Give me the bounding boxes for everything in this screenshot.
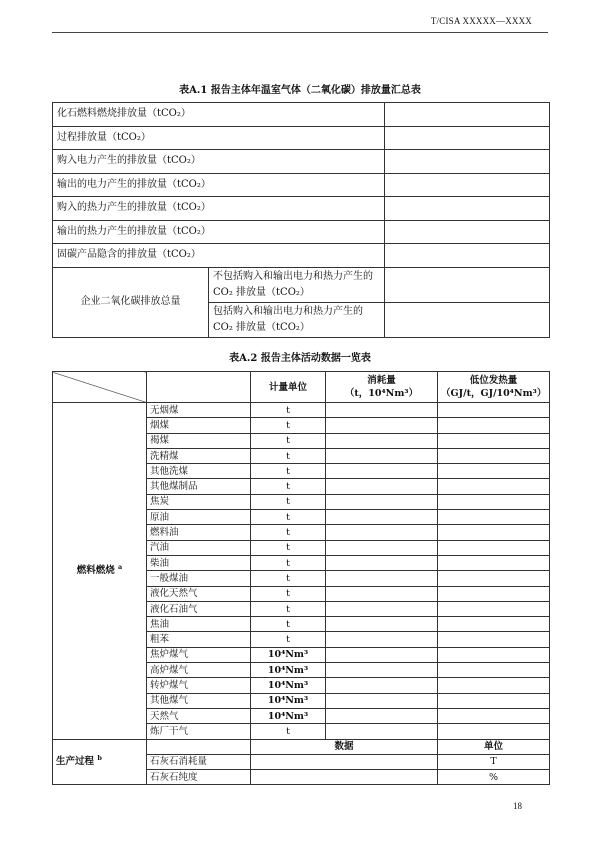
fuel-name: 焦炉煤气 — [147, 647, 251, 662]
process-unit-header: 单位 — [438, 739, 550, 754]
fuel-ncv-cell — [438, 617, 550, 632]
activity-data-table — [52, 371, 550, 785]
fuel-ncv-cell — [438, 586, 550, 601]
fuel-unit: 10⁴Nm³ — [251, 663, 326, 678]
fuel-consumption-cell — [326, 678, 438, 693]
summary-row-value — [385, 244, 550, 268]
emission-summary-table — [52, 102, 550, 338]
fuel-ncv-cell — [438, 464, 550, 479]
summary-row-value — [385, 126, 550, 150]
fuel-ncv-cell — [438, 525, 550, 540]
summary-row-value — [385, 103, 550, 127]
fuel-consumption-cell — [326, 555, 438, 570]
fuel-unit: t — [251, 403, 326, 418]
fuel-unit: t — [251, 525, 326, 540]
fuel-name: 其他煤气 — [147, 693, 251, 708]
unit-header: 计量单位 — [251, 372, 326, 403]
fuel-consumption-cell — [326, 448, 438, 463]
fuel-name: 燃料油 — [147, 525, 251, 540]
process-data-cell — [251, 754, 438, 769]
fuel-unit: t — [251, 724, 326, 739]
fuel-unit: t — [251, 433, 326, 448]
fuel-unit: 10⁴Nm³ — [251, 647, 326, 662]
summary-row — [53, 197, 550, 221]
consumption-header — [326, 372, 438, 403]
summary-row-label: 化石燃料燃烧排放量（tCO₂） — [53, 103, 385, 127]
fuel-consumption-cell — [326, 632, 438, 647]
process-name: 石灰石纯度 — [147, 770, 251, 785]
fuel-ncv-cell — [438, 708, 550, 723]
fuel-unit: t — [251, 555, 326, 570]
fuel-unit: t — [251, 510, 326, 525]
fuel-name: 粗苯 — [147, 632, 251, 647]
table1-caption: 表A.1 报告主体年温室气体（二氧化碳）排放量汇总表 — [179, 85, 421, 96]
table2-header-row — [53, 372, 550, 403]
fuel-name: 一般煤油 — [147, 571, 251, 586]
total-excl-value — [385, 267, 550, 302]
fuel-consumption-cell — [326, 464, 438, 479]
document-code: T/CISA XXXXX—XXXX — [430, 16, 532, 26]
consumption-header-unit: （t，10⁴Nm³） — [344, 388, 419, 399]
fuel-ncv-cell — [438, 724, 550, 739]
fuel-unit: t — [251, 494, 326, 509]
ncv-header — [438, 372, 550, 403]
summary-row-label: 购入电力产生的排放量（tCO₂） — [53, 150, 385, 174]
consumption-header-label: 消耗量 — [367, 375, 396, 386]
fuel-consumption-cell — [326, 708, 438, 723]
summary-row-value — [385, 220, 550, 244]
fuel-ncv-cell — [438, 494, 550, 509]
ncv-header-unit: （GJ/t，GJ/10⁴Nm³） — [441, 388, 547, 399]
summary-row — [53, 103, 550, 127]
fuel-ncv-cell — [438, 510, 550, 525]
process-label-text: 生产过程 — [56, 756, 95, 768]
fuel-name: 其他煤制品 — [147, 479, 251, 494]
summary-row — [53, 244, 550, 268]
fuel-consumption-cell — [326, 586, 438, 601]
process-data-header: 数据 — [251, 739, 438, 754]
fuel-name: 高炉煤气 — [147, 663, 251, 678]
process-header-row — [53, 739, 550, 754]
fuel-ncv-cell — [438, 601, 550, 616]
fuel-name: 焦炭 — [147, 494, 251, 509]
table2-caption: 表A.2 报告主体活动数据一览表 — [229, 353, 371, 364]
summary-row-label: 过程排放量（tCO₂） — [53, 126, 385, 150]
fuel-ncv-cell — [438, 663, 550, 678]
fuel-consumption-cell — [326, 525, 438, 540]
fuel-consumption-cell — [326, 647, 438, 662]
fuel-ncv-cell — [438, 418, 550, 433]
process-unit: % — [438, 770, 550, 785]
fuel-unit: t — [251, 479, 326, 494]
fuel-name: 柴油 — [147, 555, 251, 570]
fuel-combustion-text: 燃料燃烧 — [76, 565, 115, 577]
fuel-unit: 10⁴Nm³ — [251, 693, 326, 708]
fuel-unit: t — [251, 586, 326, 601]
fuel-name: 无烟煤 — [147, 403, 251, 418]
fuel-consumption-cell — [326, 540, 438, 555]
fuel-name: 液化石油气 — [147, 601, 251, 616]
fuel-unit: 10⁴Nm³ — [251, 708, 326, 723]
fuel-unit: t — [251, 448, 326, 463]
process-unit: T — [438, 754, 550, 769]
fuel-unit: 10⁴Nm³ — [251, 678, 326, 693]
fuel-ncv-cell — [438, 571, 550, 586]
blank-header-cell — [147, 372, 251, 403]
fuel-unit: t — [251, 632, 326, 647]
fuel-ncv-cell — [438, 433, 550, 448]
fuel-consumption-cell — [326, 510, 438, 525]
summary-row — [53, 150, 550, 174]
summary-row — [53, 173, 550, 197]
fuel-consumption-cell — [326, 403, 438, 418]
fuel-consumption-cell — [326, 724, 438, 739]
total-excl-label: 不包括购入和输出电力和热力产生的 CO₂ 排放量（tCO₂） — [209, 267, 385, 302]
process-footnote-mark: b — [97, 754, 102, 763]
fuel-name: 液化天然气 — [147, 586, 251, 601]
fuel-consumption-cell — [326, 494, 438, 509]
process-blank-cell — [147, 739, 251, 754]
fuel-ncv-cell — [438, 479, 550, 494]
fuel-consumption-cell — [326, 418, 438, 433]
summary-row-value — [385, 150, 550, 174]
summary-row-value — [385, 197, 550, 221]
total-row-excl — [53, 267, 550, 302]
fuel-name: 焦油 — [147, 617, 251, 632]
fuel-footnote-mark: a — [118, 563, 123, 572]
fuel-name: 转炉煤气 — [147, 678, 251, 693]
fuel-ncv-cell — [438, 647, 550, 662]
fuel-name: 天然气 — [147, 708, 251, 723]
fuel-consumption-cell — [326, 479, 438, 494]
fuel-name: 原油 — [147, 510, 251, 525]
fuel-name: 其他洗煤 — [147, 464, 251, 479]
fuel-ncv-cell — [438, 403, 550, 418]
summary-row — [53, 126, 550, 150]
total-incl-value — [385, 302, 550, 337]
summary-row-label: 输出的热力产生的排放量（tCO₂） — [53, 220, 385, 244]
fuel-ncv-cell — [438, 555, 550, 570]
ncv-header-label: 低位发热量 — [469, 375, 518, 386]
fuel-name: 洗精煤 — [147, 448, 251, 463]
process-name: 石灰石消耗量 — [147, 754, 251, 769]
fuel-unit: t — [251, 464, 326, 479]
fuel-ncv-cell — [438, 540, 550, 555]
summary-row-label: 购入的热力产生的排放量（tCO₂） — [53, 197, 385, 221]
fuel-combustion-label — [53, 403, 147, 740]
process-data-cell — [251, 770, 438, 785]
fuel-unit: t — [251, 617, 326, 632]
fuel-ncv-cell — [438, 448, 550, 463]
fuel-consumption-cell — [326, 693, 438, 708]
summary-row-value — [385, 173, 550, 197]
fuel-ncv-cell — [438, 632, 550, 647]
fuel-unit: t — [251, 601, 326, 616]
fuel-name: 烟煤 — [147, 418, 251, 433]
fuel-name: 炼厂干气 — [147, 724, 251, 739]
process-label — [53, 739, 147, 785]
header-rule — [52, 32, 548, 33]
fuel-ncv-cell — [438, 693, 550, 708]
fuel-consumption-cell — [326, 601, 438, 616]
fuel-unit: t — [251, 418, 326, 433]
fuel-consumption-cell — [326, 571, 438, 586]
fuel-name: 褐煤 — [147, 433, 251, 448]
summary-row-label: 固碳产品隐含的排放量（tCO₂） — [53, 244, 385, 268]
fuel-consumption-cell — [326, 617, 438, 632]
summary-row-label: 输出的电力产生的排放量（tCO₂） — [53, 173, 385, 197]
fuel-unit: t — [251, 540, 326, 555]
total-incl-label: 包括购入和输出电力和热力产生的 CO₂ 排放量（tCO₂） — [209, 302, 385, 337]
fuel-name: 汽油 — [147, 540, 251, 555]
fuel-consumption-cell — [326, 433, 438, 448]
diagonal-header-cell — [53, 372, 147, 403]
fuel-unit: t — [251, 571, 326, 586]
summary-row — [53, 220, 550, 244]
page-number: 18 — [513, 801, 522, 811]
total-label: 企业二氧化碳排放总量 — [53, 267, 209, 337]
fuel-ncv-cell — [438, 678, 550, 693]
fuel-row — [53, 403, 550, 418]
fuel-consumption-cell — [326, 663, 438, 678]
